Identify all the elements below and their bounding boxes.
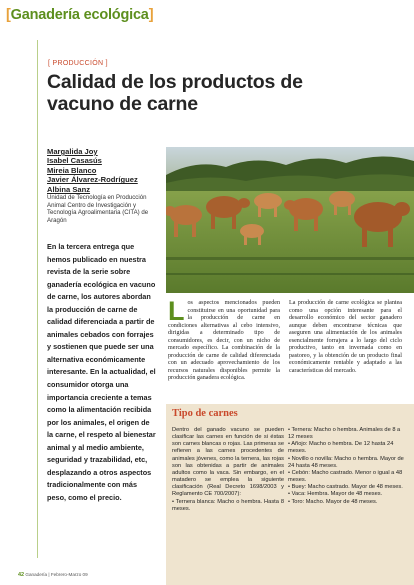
author-name: Javier Álvarez-Rodríguez: [47, 175, 138, 185]
section-title: Ganadería ecológica: [10, 7, 149, 23]
body-column-2: [289, 300, 402, 375]
section-bracket-open: [: [6, 7, 11, 23]
body-text-1: os aspectos mencionados pueden constituirse en una oportunidad para la producción de carne en condiciones alternativas al cebo intensivo, dirigidas a determinado tipo de consumidores, es decir, con un nicho de mercado específico. La combinación de la producción de carne de calidad diferenciada con un adecuado aprovechamiento de los recursos naturales disponibles permite la producción ganadera ecológica.: [168, 300, 280, 381]
page-footer: 42 Ganadería | Febrero-Marzo 09: [18, 572, 88, 578]
cattle-photo: [166, 147, 414, 293]
page-number: 42: [18, 572, 25, 578]
drop-cap: L: [168, 296, 185, 326]
section-header: [6, 7, 153, 23]
box-intro: Dentro del ganado vacuno se pueden clasificar las carnes en función de si éstas son carnes blancas o rojas. Las primeras se refieren a las carnes procedentes de animales jóvenes, como la ternera, las rojas son las obtenidas a partir de animales adultos como la vaca. Sin embargo, en el matadero se emplea la siguiente clasificación (Real Decreto 1698/2003 y Reglamento CE 700/2007):: [172, 427, 284, 498]
box-column-1: [172, 427, 284, 513]
author-name: Isabel Casasús: [47, 156, 102, 166]
margin-rule: [37, 40, 38, 558]
box-list-item: • Añojo: Macho o hembra. De 12 hasta 24 meses.: [288, 441, 394, 455]
box-list-item: • Ternera blanca: Macho o hembra. Hasta 8 meses.: [172, 498, 284, 512]
author-name: Mireia Blanco: [47, 165, 97, 175]
box-list-item: • Vaca: Hembra. Mayor de 48 meses.: [288, 491, 383, 498]
lead-paragraph: En la tercera entrega que hemos publicado en nuestra revista de la serie sobre ganadería ecológica en vacuno de carne, los autores abordan la producción de carne de calidad diferenciada a partir de animales cebados con forrajes y sostienen que puede ser una alternativa económicamente interesante. En la actualidad, el consumidor otorga una importancia creciente a temas como la alimentación recibida por los animales, el origen de la carne, el respeto al bienestar animal y al medio ambiente, seguridad y trazabilidad, etc, desplazando a otros aspectos tradicionalmente con más peso, como el precio.: [47, 242, 156, 502]
article-title: Calidad de los productos de vacuno de carne: [47, 71, 303, 115]
box-list-item: • Ternera: Macho o hembra. Animales de 8 a 12 meses: [288, 427, 401, 441]
box-list-item: • Toro: Macho. Mayor de 48 meses.: [288, 498, 378, 505]
article-kicker: [ PRODUCCIÓN ]: [48, 60, 108, 67]
author-block: [47, 147, 162, 224]
body-text-2: La producción de carne ecológica se plantea como una opción interesante para el desarrollo económico del sector ganadero aunque deben encontrarse técnicas que aseguren una alimentación de los animales esencialmente forrajera a lo largo del ciclo productivo, tanto en invernada como en pastoreo, y la obtención de un producto final económicamente rentable y adaptado a las características del mercado.: [289, 300, 402, 374]
section-bracket-close: ]: [148, 7, 154, 23]
box-list-item: • Buey: Macho castrado. Mayor de 48 meses.: [288, 484, 403, 491]
box-list-item: • Cebón: Macho castrado. Menor o igual a 48 meses.: [288, 469, 403, 484]
box-title: Tipo de carnes: [172, 408, 238, 419]
body-column-1: [168, 296, 280, 383]
author-name: Albina Sanz: [47, 184, 91, 194]
box-list-item: • Novillo o novilla: Macho o hembra. Mayor de 24 hasta 48 meses.: [288, 455, 404, 469]
author-affiliation: Unidad de Tecnología en Producción Animal Centro de Investigación y Tecnología Agroalimentaria (CITA) de Aragón: [47, 194, 149, 224]
box-column-2: [288, 427, 408, 506]
cattle-illustration: [166, 147, 414, 293]
issue-date: Febrero-Marzo 09: [50, 572, 88, 577]
magazine-name: Ganadería: [25, 572, 48, 577]
author-name: Margalida Joy: [47, 147, 98, 156]
